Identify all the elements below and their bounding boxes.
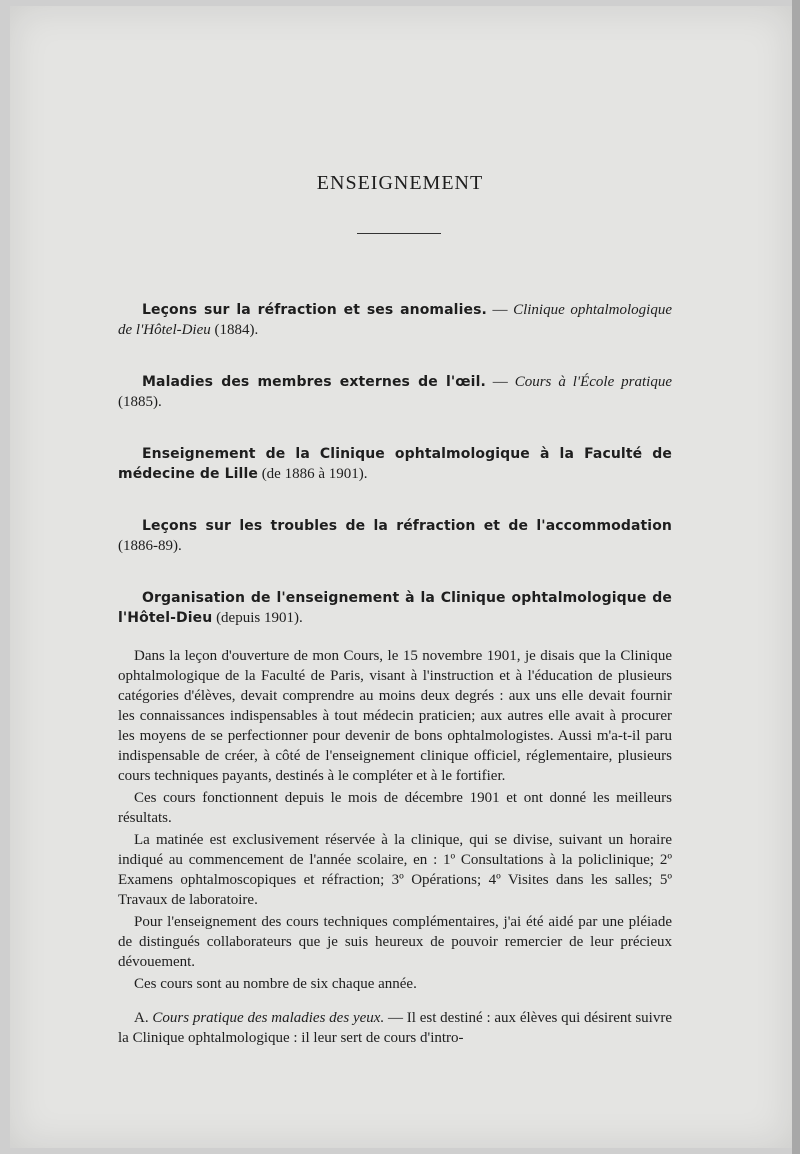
entry [118,444,672,484]
entry-date: (1884). [210,322,259,338]
entry-title: Leçons sur les troubles de la réfraction et de l'accommodation [142,518,672,534]
entry [118,516,672,556]
entry-date: (1885). [118,394,162,410]
body-paragraph: Pour l'enseignement des cours techniques complémentaires, j'ai été aidé par une pléiade de distingués collaborateurs que je suis heureux de pouvoir remercier de leur précieux dévouement. [118,914,672,970]
entry [118,588,672,628]
body-paragraph: Dans la leçon d'ouverture de mon Cours, le 15 novembre 1901, je disais que la Clinique ophtalmologique de la Faculté de Paris, visant à l'instruction et à l'éducation de plusieurs catégories d'élèves, devait comprendre au moins deux degrés : aux uns elle devait fournir les connaissances indispensables à tout médecin praticien; aux autres elle avait à procurer les moyens de se perfectionner pour devenir de bons ophtalmologistes. Aussi m'a-t-il paru indispensable de créer, à côté de l'enseignement clinique officiel, réglementaire, plusieurs cours techniques payants, destinés à le compléter et à le fortifier. [118,648,672,784]
entry-date: (1886-89). [118,538,182,554]
entry-date: (de 1886 à 1901). [257,466,368,482]
course-paragraph [118,1008,672,1048]
entry-venue: Cours à l'École pratique [514,374,672,390]
entry [118,300,672,340]
entry-sep: — [486,302,514,318]
entry-title: Leçons sur la réfraction et ses anomalies. [142,302,487,318]
page-title: ENSEIGNEMENT [316,172,484,194]
entry-venue: Clinique ophtalmologique de l'Hôtel-Dieu [118,302,673,338]
course-text: — Il est destiné : aux élèves qui désirent suivre la Clinique ophtalmologique : il leur sert de cours d'intro- [118,1010,672,1046]
course-letter: A. [134,1010,153,1026]
title-rule [357,233,441,234]
entry-title: Organisation de l'enseignement à la Clinique ophtalmologique de l'Hôtel-Dieu [118,590,672,626]
entry-title: Maladies des membres externes de l'œil. [142,374,486,390]
body-paragraph: La matinée est exclusivement réservée à la clinique, qui se divise, suivant un horaire indiqué au commencement de l'année scolaire, en : 1º Consultations à la policlinique; 2º Examens ophtalmoscopiques et réfraction; 3º Opérations; 4º Visites dans les salles; 5º Travaux de laboratoire. [118,832,672,908]
entry-sep: — [485,374,515,390]
entry-title: Enseignement de la Clinique ophtalmologique à la Faculté de médecine de Lille [118,446,672,482]
entry-date: (depuis 1901). [212,610,303,626]
body-paragraph: Ces cours sont au nombre de six chaque année. [134,976,417,992]
body-paragraph: Ces cours fonctionnent depuis le mois de décembre 1901 et ont donné les meilleurs résultats. [118,790,672,826]
course-title: Cours pratique des maladies des yeux. [152,1010,385,1026]
entry [118,372,672,412]
page-body [118,300,672,1050]
